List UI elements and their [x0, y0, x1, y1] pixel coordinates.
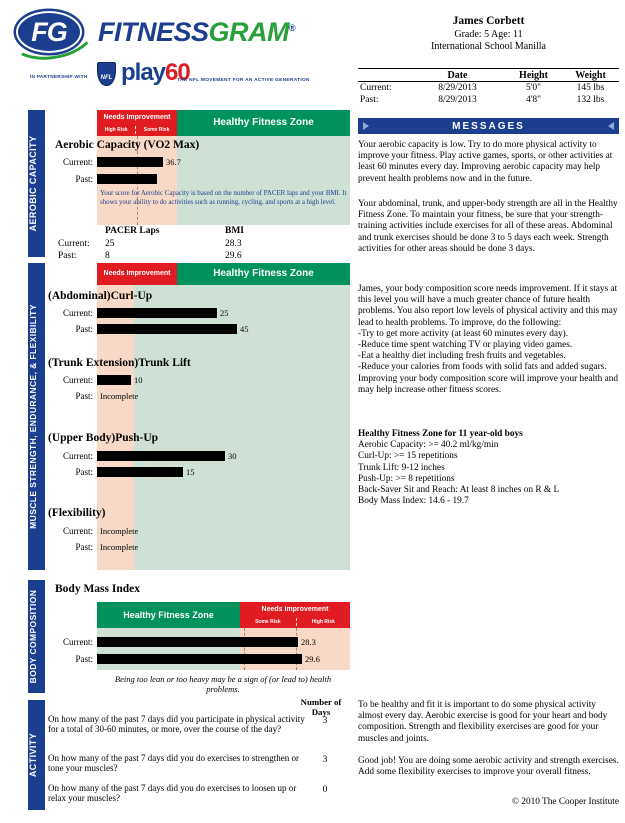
hfz-line: Push-Up: >= 8 repetitions: [358, 473, 455, 484]
score-value: 29.6: [305, 654, 320, 664]
current-weight: 145 lbs: [576, 83, 605, 93]
high-risk-label: High Risk: [311, 619, 335, 625]
flexibility-current-row: [48, 525, 138, 537]
brand-gram: GRAM: [208, 17, 290, 47]
hfz-standards-block: [358, 429, 619, 507]
needs-improvement-label: Needs Improvement: [103, 114, 171, 121]
hfz-line: Trunk Lift: 9-12 inches: [358, 462, 445, 473]
score-value: Incomplete: [100, 526, 139, 536]
pacer-laps-header: PACER Laps: [105, 226, 160, 236]
muscle-strength-chart: [48, 263, 350, 570]
trunk-lift-past-row: [48, 390, 138, 402]
vitals-header-height: Height: [519, 70, 548, 81]
push-up-title: (Upper Body)Push-Up: [48, 432, 159, 444]
bmi-current-row: [48, 636, 316, 648]
vitals-past-row: [358, 94, 619, 106]
score-bar: [97, 157, 163, 167]
row-label: Past:: [75, 467, 93, 477]
nfl-shield-icon: [97, 62, 116, 86]
score-bar: [97, 637, 298, 647]
flexibility-past-row: [48, 541, 138, 553]
needs-improvement-header: Needs Improvement: [97, 263, 177, 285]
row-label: Current:: [58, 239, 90, 249]
row-label: Current:: [63, 375, 93, 385]
score-value: 45: [240, 324, 249, 334]
row-label: Past:: [58, 251, 77, 261]
flexibility-title: (Flexibility): [48, 507, 106, 519]
activity-days-2: 3: [322, 755, 328, 765]
score-value: Incomplete: [100, 542, 139, 552]
healthy-fitness-zone-header: Healthy Fitness Zone: [177, 110, 350, 136]
activity-question-2: On how many of the past 7 days did you do exercises to strengthen or tone your muscles?: [48, 753, 299, 774]
messages-title: MESSAGES: [452, 120, 525, 132]
number-of-days-header: Number of Days: [300, 697, 342, 717]
row-label: Current:: [63, 526, 93, 536]
healthy-zone: [177, 136, 350, 225]
body-mass-index-chart: [48, 580, 350, 695]
row-label: Past:: [75, 324, 93, 334]
needs-improvement-label: Needs Improvement: [261, 606, 329, 613]
vitals-header-spacer: [358, 69, 410, 81]
aerobic-current-row: [48, 156, 181, 168]
hfz-line: Back-Saver Sit and Reach: At least 8 inches on R & L: [358, 485, 560, 496]
message-bullet: -Reduce your calories from foods with solid fats and added sugars.: [358, 362, 607, 373]
vitals-header-date: Date: [447, 70, 468, 81]
ribbon-left-icon: [363, 122, 369, 130]
needs-improvement-header: [97, 110, 177, 136]
body-composition-sidebar-label: BODY COMPOSITION: [28, 589, 38, 684]
row-label: Current:: [63, 157, 93, 167]
bmi-chart-title: Body Mass Index: [55, 583, 140, 595]
score-bar: [97, 451, 225, 461]
message-healthy-fit: To be healthy and fit it is important to do some physical activity almost every day. Aerobic exercise is good for your heart and body composition. Strength and flexibility exercises are good for your muscles and joints.: [358, 700, 608, 744]
aerobic-capacity-sidebar-label: AEROBIC CAPACITY: [28, 135, 38, 232]
activity-question-1: On how many of the past 7 days did you participate in physical activity for a total of 30-60 minutes, or more, over the course of the day?: [48, 714, 305, 735]
risk-sublabels: [240, 616, 350, 628]
trunk-lift-current-row: [48, 374, 143, 386]
curl-up-past-row: [48, 323, 249, 335]
activity-question-3: On how many of the past 7 days did you do exercises to loosen up or relax your muscles?: [48, 783, 297, 804]
nfl-tagline: THE NFL MOVEMENT FOR AN ACTIVE GENERATION: [177, 78, 310, 83]
partnership-label: IN PARTNERSHIP WITH: [30, 75, 88, 80]
message-aerobic: Your aerobic capacity is low. Try to do more physical activity to improve your fitness. Play active games, sports, or other activities at least 60 minutes every day. Improving aerobic capacity may help prevent health problems now and in the future.: [358, 140, 613, 184]
row-label: Past:: [75, 654, 93, 664]
score-value: 25: [220, 308, 229, 318]
score-value: 36.7: [166, 157, 181, 167]
some-risk-label: Some Risk: [143, 127, 170, 133]
vitals-current-row: [358, 82, 619, 94]
bmi-past-row: [48, 653, 320, 665]
aerobic-past-row: [48, 173, 160, 185]
vitals-header-row: [358, 68, 619, 82]
brand-fitness: FITNESS: [98, 17, 209, 47]
play60-play: play: [121, 59, 166, 86]
needs-improvement-header: [240, 602, 350, 628]
score-bar: [97, 308, 217, 318]
row-label: Current:: [360, 83, 392, 93]
score-value: Incomplete: [100, 391, 139, 401]
activity-sidebar-label: ACTIVITY: [28, 732, 38, 778]
nfl-shield-text: NFL: [100, 75, 113, 81]
pacer-current-value: 25: [105, 239, 115, 249]
bmi-current-value: 28.3: [225, 239, 242, 249]
row-label: Past:: [75, 391, 93, 401]
play60-sixty: 60: [165, 59, 190, 86]
student-school: International School Manilla: [431, 41, 546, 52]
healthy-fitness-zone-header: Healthy Fitness Zone: [177, 263, 350, 285]
score-bar: [97, 467, 183, 477]
activity-days-3: 0: [322, 785, 328, 795]
curl-up-current-row: [48, 307, 229, 319]
score-value: 28.3: [301, 637, 316, 647]
message-body-intro: James, your body composition score needs improvement. If it stays at this level you will have a much greater chance of future health problems. You also report low levels of physical activity and this may lead to health problems. To improve, do the following:: [358, 284, 618, 328]
bmi-note: Being too lean or too heavy may be a sign of (or lead to) health problems.: [114, 674, 332, 694]
logo-fg-text: FG: [31, 16, 67, 47]
push-up-current-row: [48, 450, 237, 462]
copyright-notice: © 2010 The Cooper Institute: [511, 797, 619, 807]
aerobic-description: Your score for Aerobic Capacity is based on the number of PACER laps and your BMI. It shows your ability to do activities such as running, cycling, and sports at a high level.: [100, 190, 347, 206]
hfz-line: Curl-Up: >= 15 repetitions: [358, 451, 458, 462]
ribbon-right-icon: [608, 122, 614, 130]
risk-sublabels: [97, 124, 177, 136]
muscle-strength-sidebar-label: MUSCLE STRENGTH, ENDURANCE, & FLEXIBILITY: [28, 304, 38, 529]
bmi-header: BMI: [225, 226, 244, 236]
past-weight: 132 lbs: [576, 95, 605, 105]
score-value: 15: [186, 467, 195, 477]
healthy-fitness-zone-header: Healthy Fitness Zone: [97, 602, 240, 628]
score-bar: [97, 174, 157, 184]
trunk-lift-title: (Trunk Extension)Trunk Lift: [48, 357, 191, 369]
score-value: 30: [228, 451, 237, 461]
message-bullet: -Reduce time spent watching TV or playing video games.: [358, 340, 573, 351]
row-label: Current:: [63, 637, 93, 647]
message-bullet: -Try to get more activity (at least 60 minutes every day).: [358, 328, 569, 339]
vitals-table: [358, 68, 619, 106]
activity-days-1: 3: [322, 716, 328, 726]
row-label: Past:: [75, 174, 93, 184]
risk-divider: [296, 618, 297, 626]
hfz-line: Aerobic Capacity: >= 40.2 ml/kg/min: [358, 440, 499, 451]
message-good-job: Good job! You are doing some aerobic activity and strength exercises. Add some flexibility exercises to improve your overall fitness.: [358, 756, 619, 778]
current-height: 5'0": [525, 83, 542, 93]
score-bar: [97, 324, 237, 334]
bmi-past-value: 29.6: [225, 251, 242, 261]
aerobic-capacity-chart: [48, 110, 350, 260]
risk-divider: [135, 126, 136, 134]
curl-up-title: (Abdominal)Curl-Up: [48, 290, 153, 302]
pacer-past-value: 8: [105, 251, 110, 261]
past-height: 4'8": [525, 95, 542, 105]
score-bar: [97, 654, 302, 664]
current-date: 8/29/2013: [438, 83, 477, 93]
messages-header-bar: [358, 118, 619, 134]
message-body-outro: Improving your body composition score will improve your health and may help increase other fitness scores.: [358, 373, 619, 395]
hfz-line: Body Mass Index: 14.6 - 19.7: [358, 496, 469, 507]
message-strength: Your abdominal, trunk, and upper-body strength are all in the Healthy Fitness Zone. To maintain your fitness, be sure that your strength-training activities include exercises for all of these areas. Abdominal and trunk exercises should be done 3 to 5 days each week. Strength activities for other areas should be done 3 days.: [358, 199, 618, 254]
row-label: Current:: [63, 308, 93, 318]
row-label: Past:: [360, 95, 379, 105]
brand-wordmark: [98, 17, 295, 48]
some-risk-label: Some Risk: [255, 619, 281, 625]
row-label: Past:: [75, 542, 93, 552]
hfz-title: Healthy Fitness Zone for 11 year-old boys: [358, 429, 523, 439]
fitnessgram-logo-icon: [16, 11, 82, 53]
score-bar: [97, 375, 131, 385]
message-bullet: -Eat a healthy diet including fresh fruits and vegetables.: [358, 351, 566, 362]
score-value: 10: [134, 375, 143, 385]
push-up-past-row: [48, 466, 195, 478]
message-body-composition: [358, 284, 619, 396]
student-name: James Corbett: [452, 15, 525, 27]
past-date: 8/29/2013: [438, 95, 477, 105]
vitals-header-weight: Weight: [575, 70, 606, 81]
high-risk-label: High Risk: [104, 127, 128, 133]
student-grade-age: Grade: 5 Age: 11: [454, 29, 523, 40]
row-label: Current:: [63, 451, 93, 461]
registered-mark: ®: [289, 23, 296, 33]
aerobic-chart-title: Aerobic Capacity (VO2 Max): [55, 139, 200, 151]
